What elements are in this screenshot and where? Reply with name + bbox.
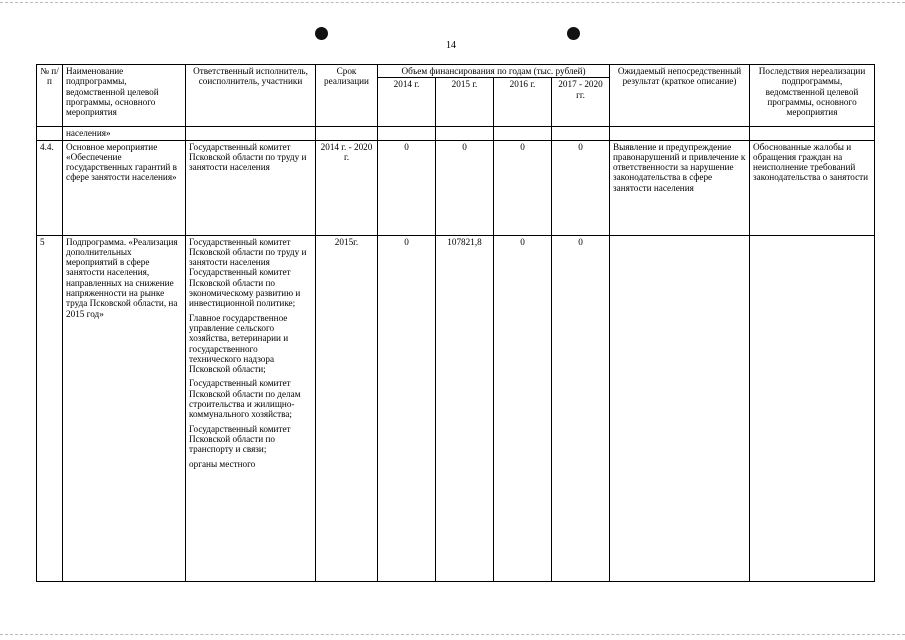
table-row [37, 235, 875, 581]
program-table [36, 64, 875, 582]
row-2015: 107821,8 [436, 235, 494, 581]
resp-item: Государственный комитет Псковской области по транспорту и связи; [189, 423, 291, 455]
row-num: 4.4. [37, 140, 63, 235]
col-num-header: № п/п [37, 65, 63, 127]
col-funding-header: Объем финансирования по годам (тыс. рублей) [378, 65, 610, 78]
col-2015-header: 2015 г. [436, 78, 494, 127]
table-row-continuation [37, 127, 875, 140]
resp-item: Государственный комитет Псковской области по делам строительства и жилищно-коммунального хозяйства; [189, 378, 301, 420]
row-term: 2014 г. - 2020 г. [316, 140, 378, 235]
top-scan-edge [0, 2, 905, 3]
row-2016: 0 [494, 235, 552, 581]
page-number: 14 [446, 40, 456, 51]
resp-item: Главное государственное управление сельского хозяйства, ветеринарии и государственного технического надзора Псковской области; [189, 312, 289, 375]
resp-item: Государственный комитет Псковской области по труду и занятости населения Государственный комитет Псковской области по экономическому развитию и инвестиционной политике; [189, 236, 307, 309]
col-2016-header: 2016 г. [494, 78, 552, 127]
row-2015: 0 [436, 140, 494, 235]
col-name-header: Наименование подпрограммы, ведомственной целевой программы, основного мероприятия [63, 65, 186, 127]
bottom-scan-edge [0, 634, 905, 635]
row-result [610, 235, 750, 581]
row-2014: 0 [378, 235, 436, 581]
col-result-header: Ожидаемый непосредственный результат (краткое описание) [610, 65, 750, 127]
row-conseq [750, 235, 875, 581]
continuation-text: населения» [63, 127, 186, 140]
resp-item: органы местного [189, 458, 256, 469]
col-conseq-header: Последствия нереализации подпрограммы, ведомственной целевой программы, основного мероприятия [750, 65, 875, 127]
col-resp-header: Ответственный исполнитель, соисполнитель, участники [186, 65, 316, 127]
col-2017-header: 2017 - 2020 гг. [552, 78, 610, 127]
row-2017: 0 [552, 140, 610, 235]
col-term-header: Срок реализации [316, 65, 378, 127]
row-name: Подпрограмма. «Реализация дополнительных мероприятий в сфере занятости населения, направленных на снижение напряженности на рынке труда Псковской области, на 2015 год» [63, 235, 186, 581]
row-resp: Государственный комитет Псковской области по труду и занятости населения [186, 140, 316, 235]
row-2014: 0 [378, 140, 436, 235]
binder-hole-right [567, 27, 580, 40]
row-result: Выявление и предупреждение правонарушений и привлечение к ответственности за нарушение законодательства в сфере занятости населения [610, 140, 750, 235]
row-name: Основное мероприятие «Обеспечение государственных гарантий в сфере занятости населения» [63, 140, 186, 235]
row-resp [186, 235, 316, 581]
binder-hole-left [315, 27, 328, 40]
col-2014-header: 2014 г. [378, 78, 436, 127]
row-conseq: Обоснованные жалобы и обращения граждан на неисполнение требований законодательства о занятости [750, 140, 875, 235]
table-row [37, 140, 875, 235]
row-num: 5 [37, 235, 63, 581]
row-term: 2015г. [316, 235, 378, 581]
row-2017: 0 [552, 235, 610, 581]
header-row [37, 65, 875, 78]
row-2016: 0 [494, 140, 552, 235]
